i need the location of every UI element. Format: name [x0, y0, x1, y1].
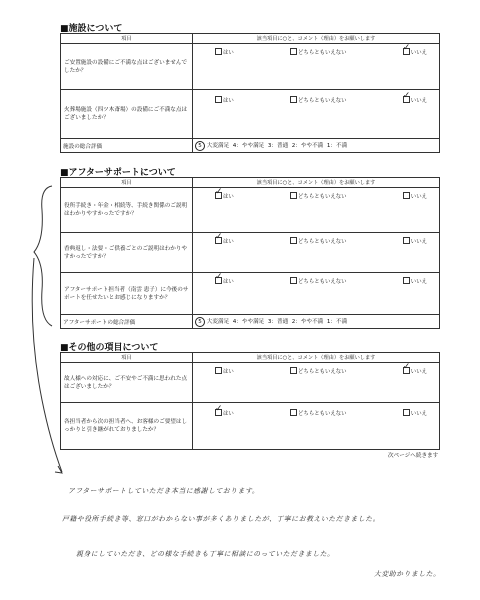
question-row [61, 363, 440, 403]
table-header [61, 178, 440, 188]
option-yes[interactable]: はい [215, 96, 234, 104]
overall-eval-row [61, 139, 440, 153]
option-no[interactable]: ✓ いいえ [403, 96, 427, 104]
header-instruction: 該当項目に○と、コメント（理由）をお願いします [193, 178, 440, 188]
table-header [61, 34, 440, 44]
handwritten-comment-line: アフターサポートしていただき本当に感謝しております。 [68, 487, 260, 495]
question-row [61, 188, 440, 233]
question-text: 各担当者から次の担当者へ、お客様のご要望はしっかりと引き継がれておりましたか？ [61, 403, 193, 450]
checked-checkbox-icon[interactable] [215, 277, 222, 284]
option-neutral[interactable]: どちらともいえない [290, 48, 347, 56]
eval-options[interactable]: 5 大変満足 4：やや満足 3：普通 2：やや不満 1：不満 [195, 143, 347, 149]
eval-options[interactable]: 5 大変満足 4：やや満足 3：普通 2：やや不満 1：不満 [195, 319, 347, 325]
option-no[interactable]: いいえ [403, 192, 427, 200]
header-item: 項目 [61, 178, 193, 188]
question-row [61, 90, 440, 139]
checkbox-icon[interactable] [290, 409, 297, 416]
checked-checkbox-icon[interactable] [215, 192, 222, 199]
question-text: 香典返し・法要・ご供養ごとのご説明はわかりやすかったですか？ [61, 233, 193, 273]
option-neutral[interactable]: どちらともいえない [290, 192, 347, 200]
option-neutral[interactable]: どちらともいえない [290, 96, 347, 104]
header-item: 項目 [61, 34, 193, 44]
option-neutral[interactable]: どちらともいえない [290, 409, 347, 417]
handwritten-comment-line: 大変助かりました。 [374, 570, 441, 578]
checkbox-icon[interactable] [290, 237, 297, 244]
checkbox-icon[interactable] [403, 192, 410, 199]
header-instruction: 該当項目に○と、コメント（理由）をお願いします [193, 34, 440, 44]
checkbox-icon[interactable] [290, 96, 297, 103]
question-text: 火葬場施設（四ツ木斎場）の設備にご不満な点はございましたか？ [61, 90, 193, 139]
checkbox-icon[interactable] [403, 277, 410, 284]
checkbox-icon[interactable] [215, 48, 222, 55]
checkbox-icon[interactable] [215, 96, 222, 103]
option-yes[interactable]: ✓はい [215, 277, 234, 285]
table-header [61, 353, 440, 363]
checkbox-icon[interactable] [403, 409, 410, 416]
eval-label: アフターサポートの総合評価 [61, 315, 193, 329]
question-text: アフターサポート担当者（南雲 恵子）に今後のサポートを任せたいとお感じになりますか？ [61, 273, 193, 315]
checkbox-icon[interactable] [290, 367, 297, 374]
checked-checkbox-icon[interactable] [403, 48, 410, 55]
checkbox-icon[interactable] [403, 237, 410, 244]
header-instruction: 該当項目に○と、コメント（理由）をお願いします [193, 353, 440, 363]
question-text: ご安置施設の設備にご不満な点はございませんでしたか？ [61, 44, 193, 90]
overall-eval-row [61, 315, 440, 329]
option-yes[interactable]: ✓はい [215, 237, 234, 245]
question-text: 故人様への対応に、ご不安やご不満に思われた点はございましたか？ [61, 363, 193, 403]
option-yes[interactable]: ✓はい [215, 192, 234, 200]
handwritten-comment-line: 親身にしていただき、どの様な手続きも丁寧に相談にのっていただきました。 [76, 550, 335, 558]
option-yes[interactable]: はい [215, 367, 234, 375]
option-neutral[interactable]: どちらともいえない [290, 237, 347, 245]
question-row [61, 273, 440, 315]
option-yes[interactable]: はい [215, 48, 234, 56]
facility-table [60, 33, 440, 153]
eval-label: 施設の総合評価 [61, 139, 193, 153]
option-no[interactable]: ✓ いいえ [403, 48, 427, 56]
next-page-note: 次ページへ続きます [388, 453, 439, 459]
section-title-facility: ■施設について [60, 24, 123, 34]
aftersupport-table [60, 177, 440, 329]
option-no[interactable]: いいえ [403, 409, 427, 417]
checkbox-icon[interactable] [215, 367, 222, 374]
header-item: 項目 [61, 353, 193, 363]
option-neutral[interactable]: どちらともいえない [290, 367, 347, 375]
handwritten-bracket-icon [22, 180, 70, 480]
checked-checkbox-icon[interactable] [403, 96, 410, 103]
other-table [60, 352, 440, 450]
handwritten-comment-line: 戸籍や役所手続き等、窓口がわからない事が多くありましたが、丁寧にお教えいただきました。 [62, 515, 381, 523]
checked-checkbox-icon[interactable] [403, 367, 410, 374]
checked-checkbox-icon[interactable] [215, 409, 222, 416]
circled-score[interactable]: 5 [195, 317, 205, 327]
circled-score[interactable]: 5 [195, 141, 205, 151]
option-no[interactable]: いいえ [403, 277, 427, 285]
question-row [61, 233, 440, 273]
question-row [61, 44, 440, 90]
checkbox-icon[interactable] [290, 48, 297, 55]
checked-checkbox-icon[interactable] [215, 237, 222, 244]
section-title-other: ■その他の項目について [60, 343, 159, 353]
checkbox-icon[interactable] [290, 192, 297, 199]
section-title-aftersupport: ■アフターサポートについて [60, 168, 176, 178]
checkbox-icon[interactable] [290, 277, 297, 284]
option-no[interactable]: ✓ いいえ [403, 367, 427, 375]
question-row [61, 403, 440, 450]
option-yes[interactable]: ✓はい [215, 409, 234, 417]
question-text: 役所手続き・年金・相続等、手続き関係のご説明はわかりやすかったですか？ [61, 188, 193, 233]
option-no[interactable]: いいえ [403, 237, 427, 245]
option-neutral[interactable]: どちらともいえない [290, 277, 347, 285]
